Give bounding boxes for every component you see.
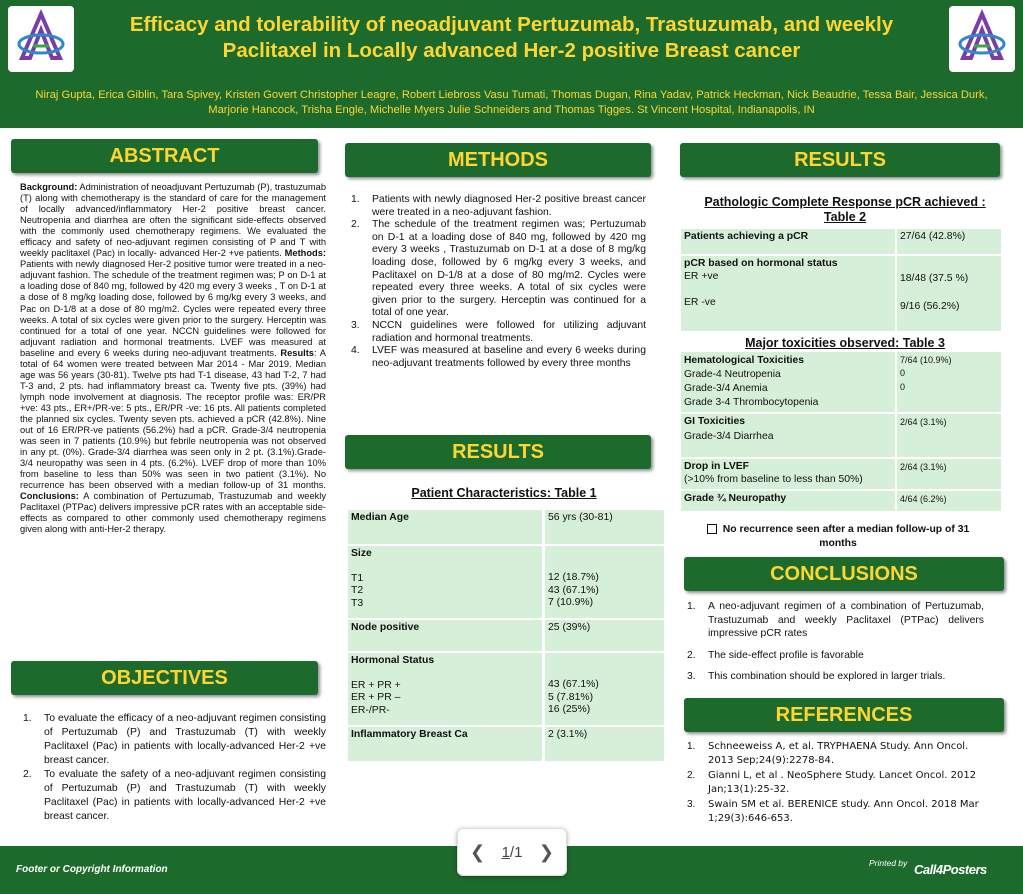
table3-title: Major toxicities observed: Table 3 [745,336,945,350]
list-item [348,219,646,320]
cell-value: 12 (18.7%) [548,572,599,583]
cell-value: 43 (67.1%) [548,679,599,690]
references-list [684,740,994,826]
cell-value: 5 (7.81%) [548,691,594,703]
cell-label: ER-/PR- [351,704,390,716]
cell-label: Grade-3/4 Diarrhea [684,430,774,442]
method-text: Patients with newly diagnosed Her-2 positive breast cancer were treated in a neo-adjuvant fashion. [372,194,646,218]
table-row [681,352,895,412]
ascension-logo-left [8,6,74,72]
table-row [681,256,895,331]
abstract-body [20,182,326,536]
cell-label: GI Toxicities [684,416,746,427]
chevron-left-icon[interactable]: ❮ [470,841,486,862]
table-row [681,459,895,489]
table-cell [545,546,664,618]
abstract-background-label: Background: [20,182,78,192]
cell-label: Grade-3/4 Anemia [684,383,768,394]
list-item [684,600,984,641]
table-row [681,414,895,457]
table-cell [545,727,664,761]
cell-value: 2/64 (3.1%) [900,417,947,427]
methods-heading: METHODS [345,143,651,177]
objective-text: To evaluate the safety of a neo-adjuvant regimen consisting of Pertuzumab (P) and Trastuzumab (T) with weekly Paclitaxel (Pac) in patients with locally-advanced Her-2 +ve breast cancer. [44,769,326,822]
list-item [684,740,994,767]
list-item [684,769,994,796]
list-item [684,670,984,684]
cell-label: Grade 3-4 Thrombocytopenia [684,397,819,408]
cell-label: Inflammatory Breast Ca [351,729,468,740]
page-separator: / [509,843,515,861]
table2-title-line-1: Pathologic Complete Response pCR achieved : [704,195,986,209]
current-page: 1 [501,843,510,861]
call4posters-logo: Call4Posters [914,862,987,877]
objectives-heading: OBJECTIVES [11,661,318,695]
page-indicator [502,844,523,861]
method-text: NCCN guidelines were followed for utilizing adjuvant radiation and hormonal treatments. [372,319,646,344]
cell-value: 56 yrs (30-81) [548,512,613,523]
table1-title: Patient Characteristics: Table 1 [411,486,597,500]
table-row [348,727,542,761]
conclusion-text: The side-effect profile is favorable [708,649,864,661]
chevron-right-icon[interactable]: ❯ [538,841,554,862]
cell-value: 9/16 (56.2%) [900,300,960,312]
abstract-methods-label: Methods: [284,248,326,259]
table2-title [680,195,1010,225]
table-row [348,653,542,725]
cell-label: ER + PR – [351,692,401,703]
cell-label: Node positive [351,622,420,633]
table-row [681,229,895,254]
abstract-background-text: Administration of neoadjuvant Pertuzumab (P), trastuzumab (T) along with chemotherapy is the standard of care for the management of locally advanced/inflammatory Her-2 positive breast cancer. Neutropenia and diarrhea are often the significant side-effects observed with the commonly used chemotherapy regimens. We evaluated the efficacy and safety of neo-adjuvant regimen consisting of P and T with weekly paclitaxel (Pac) in locally- advanced Her-2 +ve patients. [20,182,326,259]
method-text: The schedule of the treatment regimen was; Pertuzumab on D-1 at a loading dose of 840 mg, followed by 420 mg every 3 weeks , Trastuzumab on D-1 at a dose of 8 mg/kg loading dose, followed by 6 mg/kg every 3 weeks, and Paclitaxel on D-1/8 at a dose of 80 mg/m2. Cycles were repeated every three weeks. A total of six cycles were given prior to the surgery. Herceptin was continued for a total of one year. [372,219,646,319]
conclusions-heading: CONCLUSIONS [684,557,1004,591]
list-item [20,712,326,768]
table-cell [897,459,1001,489]
ascension-logo-icon [949,6,1015,72]
list-number: 4. [351,345,360,357]
list-number: 2. [687,770,696,782]
abstract-results-text: : A total of 64 women were treated between Mar 2014 - Mar 2019. Median age was 56 years (30-81). Twelve pts had T-1 disease, 43 had T-2, 7 had T-3 and, 2 pts. had inflammatory breast ca. Twenty five pts. (39%) had lymph node involvement at diagnosis. The receptor profile was: ER/PR +ve: 43 pts., ER+/PR-ve: 5 pts., ER/PR -ve: 16 pts. All patients completed the planned six cycles. Twenty seven pts. achieved a pCR (42.8%). Nine out of 16 ER/PR-ve patients (56.2%) had a pCR. Grade-3/4 neutropenia was seen in 7 patients (10.9%) but febrile neutropenia was not observed in any pt. (0%). Grade-3/4 diarrhea was seen only in 2 pt. (3.1%).Grade-3/4 neuropathy was seen in 4 pts. (6.2%). LVEF drop of more than 10% from baseline to less than 50% was seen in two patient (3.1%). No recurrence has been observed with a median follow-up of 31 months. [20,347,326,491]
references-heading: REFERENCES [684,698,1004,732]
cell-value: 7 (10.9%) [548,597,594,608]
cell-value: 0 [900,368,906,379]
table-cell [897,491,1001,511]
cell-label: Patients achieving a pCR [684,231,809,242]
table-cell [545,510,664,544]
authors-line-1: Niraj Gupta, Erica Giblin, Tara Spivey, Kristen Govert Christopher Leagre, Robert Liebross Vasu Tumati, Thomas Dugan, Rina Yadav, Patrick Heckman, Nick Beaudrie, Tessa Bair, Jessica Durk, [35,89,988,101]
table-cell [545,653,664,725]
list-number: 2. [687,649,696,661]
reference-text: Swain SM et al. BERENICE study. Ann Oncol. 2018 Mar 1;29(3):646-653. [708,799,979,824]
cell-label: Drop in LVEF [684,461,750,472]
conclusion-text: A neo-adjuvant regimen of a combination of Pertuzumab, Trastuzumab and weekly Paclitaxel (PTPac) delivers impressive pCR rates [708,601,984,640]
table-cell [545,620,664,651]
abstract-conclusions-text: A combination of Pertuzumab, Trastuzumab and weekly Paclitaxel (PTPac) delivers impressive pCR rates with an acceptable side-effects as compared to other commonly used chemotherapy regimens given along with anti-Her-2 therapy. [20,491,326,535]
cell-label: pCR based on hormonal status [684,258,838,269]
recurrence-text: No recurrence seen after a median follow-up of 31 months [722,524,970,549]
cell-value: 2 (3.1%) [548,729,588,740]
list-item [684,649,984,663]
list-number: 3. [687,671,696,683]
table2-title-line-2: Table 2 [823,210,867,224]
list-item [348,194,646,219]
printed-by-label: Printed by [869,858,908,868]
conclusion-text: This combination should be explored in larger trials. [708,671,946,683]
cell-label: Median Age [351,512,409,523]
results-right-heading: RESULTS [680,143,1000,177]
cell-value: 16 (25%) [548,704,591,715]
list-number: 2. [23,769,32,780]
page-navigator [457,828,567,876]
checkbox-bullet-icon [707,524,717,534]
author-list [4,88,1019,118]
abstract-results-label: Results [280,347,314,358]
list-number: 2. [351,219,360,231]
authors-line-2: Marjorie Hancock, Trisha Engle, Michelle Myers Julie Schneiders and Thomas Tigges. St Vincent Hospital, Indianapolis, IN [208,104,815,116]
results-mid-heading: RESULTS [345,435,651,469]
ascension-logo-right [949,6,1015,72]
table-cell [897,352,1001,412]
cell-value: 4/64 (6.2%) [900,494,947,504]
cell-value: 25 (39%) [548,622,591,633]
list-item [20,768,326,824]
list-item [684,798,994,825]
poster-title [90,12,933,64]
cell-label: Hormonal Status [351,655,435,666]
list-number: 1. [23,713,32,724]
objective-text: To evaluate the efficacy of a neo-adjuvant regimen consisting of Pertuzumab (P) and Trastuzumab (T) with weekly Paclitaxel (Pac) in patients with locally-advanced Her-2 +ve breast cancer. [44,713,326,766]
cell-label: ER -ve [684,297,716,308]
cell-label: (>10% from baseline to less than 50%) [684,473,863,485]
table-cell [897,256,1001,331]
cell-value: 43 (67.1%) [548,584,599,596]
list-number: 3. [351,319,360,331]
cell-label: Grade ¾ Neuropathy [684,493,787,504]
list-item [348,345,646,370]
method-text: LVEF was measured at baseline and every 6 weeks during neo-adjuvant treatments followed by every three months [372,345,646,369]
cell-label: Size [351,548,372,559]
methods-list [348,194,646,370]
list-number: 3. [687,799,696,811]
table-row [681,491,895,511]
list-number: 1. [687,741,696,752]
title-line-1: Efficacy and tolerability of neoadjuvant Pertuzumab, Trastuzumab, and weekly [129,13,894,36]
footer-copyright: Footer or Copyright Information [16,864,168,875]
reference-text: Schneeweiss A, et al. TRYPHAENA Study. Ann Oncol. 2013 Sep;24(9):2278-84. [708,741,969,766]
cell-label: Hematological Toxicities [684,355,804,366]
cell-label: T1 [351,572,364,584]
cell-label: ER +ve [684,270,719,282]
list-item [348,320,646,345]
table-row [348,546,542,618]
table-cell [897,229,1001,254]
cell-value: 0 [900,381,906,392]
cell-label: Grade-4 Neutropenia [684,369,781,380]
reference-text: Gianni L, et al . NeoSphere Study. Lancet Oncol. 2012 Jan;13(1):25-32. [708,770,977,795]
table-cell [897,414,1001,457]
cell-label: T3 [351,597,364,609]
table-row [348,620,542,651]
abstract-conclusions-label: Conclusions: [20,491,79,502]
cell-value: 27/64 (42.8%) [900,231,966,242]
list-number: 1. [687,601,696,612]
objectives-list [20,712,326,824]
cell-value: 18/48 (37.5 %) [900,273,969,284]
ascension-logo-icon [8,6,74,72]
table-row [348,510,542,544]
abstract-methods-text: Patients with newly diagnosed Her-2 positive tumor were treated in a neo-adjuvant fashion. The schedule of the treatment regimen was; P on D-1 at a loading dose of 840 mg, followed by 420 mg every 3 weeks , T on D-1 at a dose of 8 mg/kg loading dose, followed by 6 mg/kg every 3 weeks, and Pac on D-1/8 at a dose of 80 mg/m2. Cycles were repeated every three weeks. A total of six cycles were given prior to the surgery. Herceptin was continued for a total of one year. NCCN guidelines were followed for adjuvant radiation and hormonal treatments. LVEF was measured at baseline and every 6 weeks during neo-adjuvant treatments. [20,259,326,358]
total-pages: 1 [514,843,523,861]
abstract-heading: ABSTRACT [11,139,318,173]
cell-label: ER + PR + [351,679,401,691]
cell-value: 7/64 (10.9%) [900,355,952,365]
title-line-2: Paclitaxel in Locally advanced Her-2 positive Breast cancer [222,39,801,62]
conclusions-list [684,600,984,684]
cell-label: T2 [351,585,364,596]
cell-value: 2/64 (3.1%) [900,462,947,472]
list-number: 1. [351,194,360,205]
recurrence-note [688,523,988,550]
